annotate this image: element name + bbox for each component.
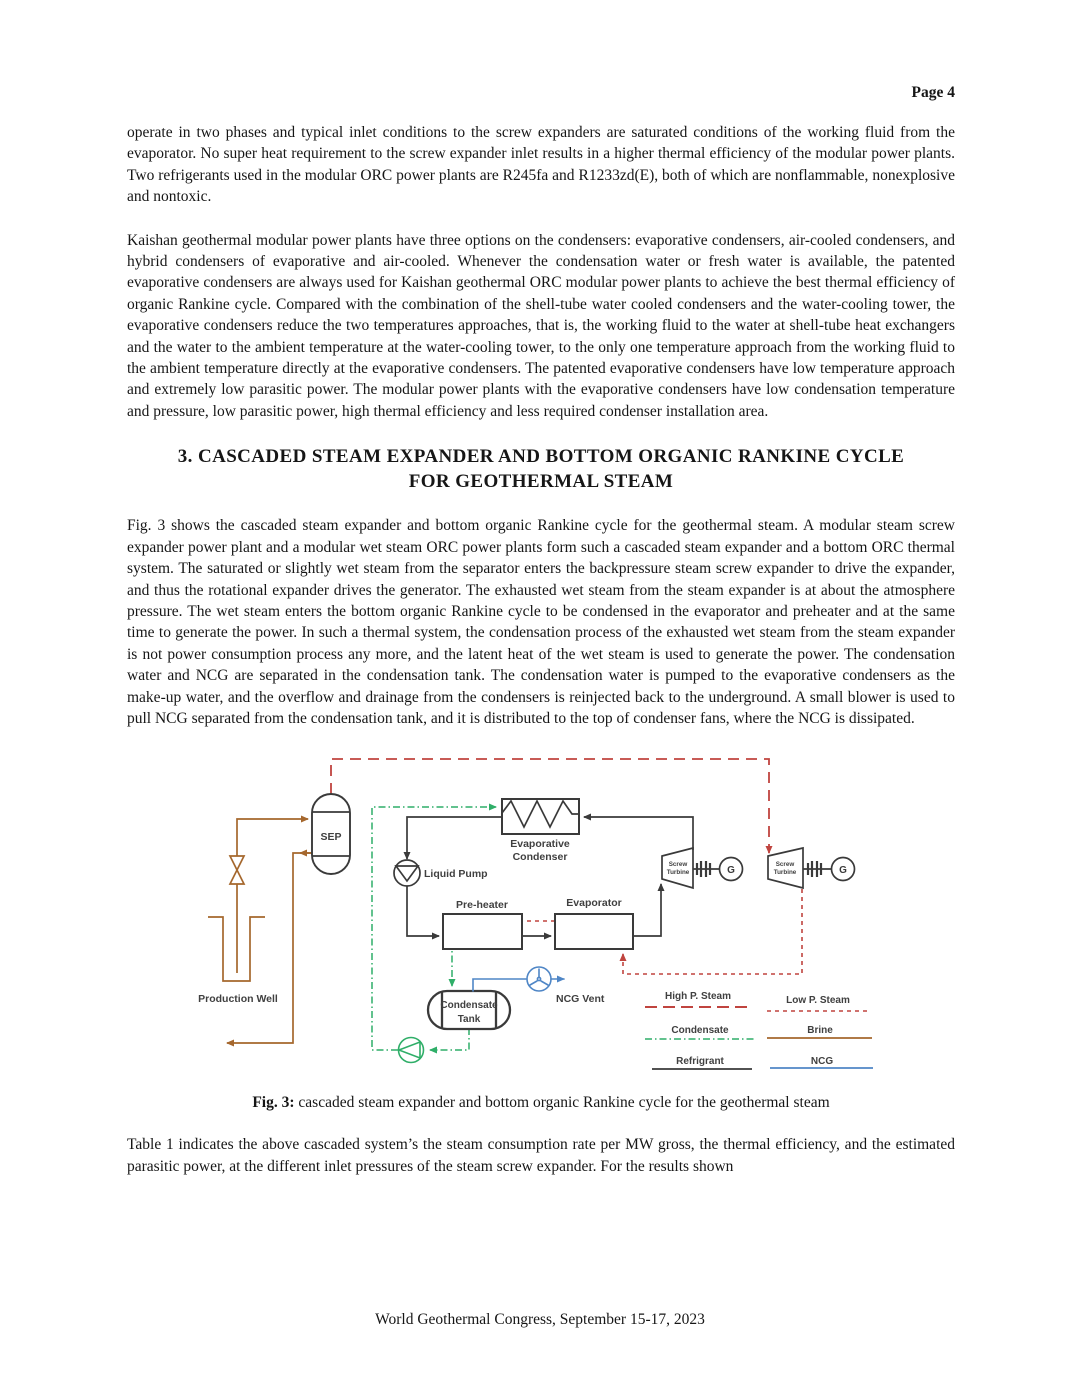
legend-label-low-p-steam: Low P. Steam	[786, 995, 850, 1007]
turbine-1-label-2: Turbine	[666, 869, 690, 877]
legend-label-brine: Brine	[807, 1025, 833, 1037]
ncg-line	[473, 967, 564, 991]
paragraph-1: operate in two phases and typical inlet conditions to the screw expanders are saturated conditions of the working fluid from the evaporator. No super heat requirement to the screw expander inlet results in a higher thermal efficiency of the modular power plants. Two refrigerants used in the modular ORC power plants are R245fa and R1233zd(E), both of which are nonflammable, nonexplosive and nontoxic.	[127, 124, 955, 206]
sep-label: SEP	[320, 831, 342, 844]
evaporative-condenser-label-1: Evaporative	[510, 838, 570, 851]
figure-caption	[127, 1094, 955, 1112]
condensate-tank-label-1: Condensate	[440, 1000, 498, 1012]
page-content	[127, 84, 955, 1199]
steam-feed-line	[237, 819, 308, 856]
pre-heater-label: Pre-heater	[456, 899, 508, 912]
condensate-tank-label-2: Tank	[457, 1014, 481, 1026]
liquid-pump-label: Liquid Pump	[424, 868, 488, 881]
brine-reinjection-line	[227, 853, 312, 1043]
brine-circuit	[208, 819, 312, 1043]
screw-turbine-1	[662, 848, 693, 888]
legend-label-high-p-steam: High P. Steam	[665, 991, 731, 1003]
turbine-2-label-1: Screw	[775, 861, 795, 869]
condenser-coil	[502, 801, 579, 827]
legend-label-refrigerant: Refrigrant	[676, 1056, 724, 1068]
generator-2-label: G	[839, 865, 847, 877]
turbine-2-label-2: Turbine	[773, 869, 797, 877]
legend-label-ncg: NCG	[810, 1056, 834, 1068]
ncg-vent-label: NCG Vent	[556, 993, 605, 1006]
page-footer: World Geothermal Congress, September 15-17, 2023	[375, 1311, 705, 1328]
evaporator-label: Evaporator	[566, 897, 622, 910]
production-well-label: Production Well	[198, 993, 278, 1006]
page-number: Page 4	[911, 84, 955, 101]
paragraph-4: Table 1 indicates the above cascaded system’s the steam consumption rate per MW gross, the thermal efficiency, and the estimated parasitic power, at the different inlet pressures of the steam screw expander. For the results shown	[127, 1136, 955, 1175]
valve-icon	[230, 856, 244, 884]
section-heading-line1: 3. CASCADED STEAM EXPANDER AND BOTTOM ORGANIC RANKINE CYCLE	[177, 446, 905, 468]
evaporator	[555, 914, 633, 949]
legend-label-condensate: Condensate	[671, 1025, 729, 1037]
figure-3-diagram	[190, 751, 890, 1086]
section-heading-line2: FOR GEOTHERMAL STEAM	[408, 471, 674, 493]
figure-labels	[198, 831, 850, 1067]
section-heading	[127, 444, 955, 494]
paragraph-2: Kaishan geothermal modular power plants have three options on the condensers: evaporative condensers, air-cooled condensers, and hybrid condensers of evaporative and air-cooled. Whenever the condensation water or fresh water is available, the patented evaporative condensers are always used for Kaishan geothermal ORC modular power plants to achieve the best thermal efficiency of organic Rankine cycle. Compared with the combination of the shell-tube water cooled condensers and the water-cooling tower, the evaporative condensers reduce the two temperatures approaches, that is, the working fluid to the water at shell-tube heat exchangers and the water to the ambient temperature at the water-cooling tower, to the only one temperature approach from the working fluid to the ambient temperature directly at the evaporative condensers. The patented evaporative condensers have low temperature approach and extremely low parasitic power. The modular power plants with the evaporative condensers have low condensation temperature and pressure, low parasitic power, high thermal efficiency and less required condenser installation area.	[127, 231, 955, 420]
turbine-1-label-1: Screw	[668, 861, 688, 869]
screw-turbine-2	[768, 848, 803, 888]
pre-heater	[443, 914, 522, 949]
paragraph-3: Fig. 3 shows the cascaded steam expander and bottom organic Rankine cycle for the geothermal steam. A modular steam screw expander power plant and a modular wet steam ORC power plants form such a cascaded steam expander and a bottom ORC thermal system. The saturated or slightly wet steam from the separator enters the backpressure steam screw expander to drive the expander, and thus the rotational expander drives the generator. The exhausted wet steam from the steam expander is at about the atmosphere pressure. The wet steam enters the bottom organic Rankine cycle to be condensed in the evaporator and preheater and at the same time to generate the power. In such a thermal system, the condensation process of the exhausted wet steam from the steam expander is not power consumption process any more, and the latent heat of the wet steam is used to generate the power. The condensation water and NCG are separated in the condensation tank. The condensation water is pumped to the evaporative condensers as the make-up water, and the overflow and drainage from the condensers is reinjected back to the underground. A small blower is used to pull NCG separated from the condensation tank, and it is distributed to the top of condenser fans, where the NCG is dissipated.	[127, 517, 955, 727]
condensate-pump-icon	[399, 1038, 424, 1063]
figure-caption-text: cascaded steam expander and bottom organic Rankine cycle for the geothermal steam	[294, 1094, 830, 1112]
generator-1-label: G	[727, 865, 735, 877]
evaporative-condenser-label-2: Condenser	[512, 851, 568, 864]
figure-caption-label: Fig. 3:	[252, 1094, 295, 1112]
